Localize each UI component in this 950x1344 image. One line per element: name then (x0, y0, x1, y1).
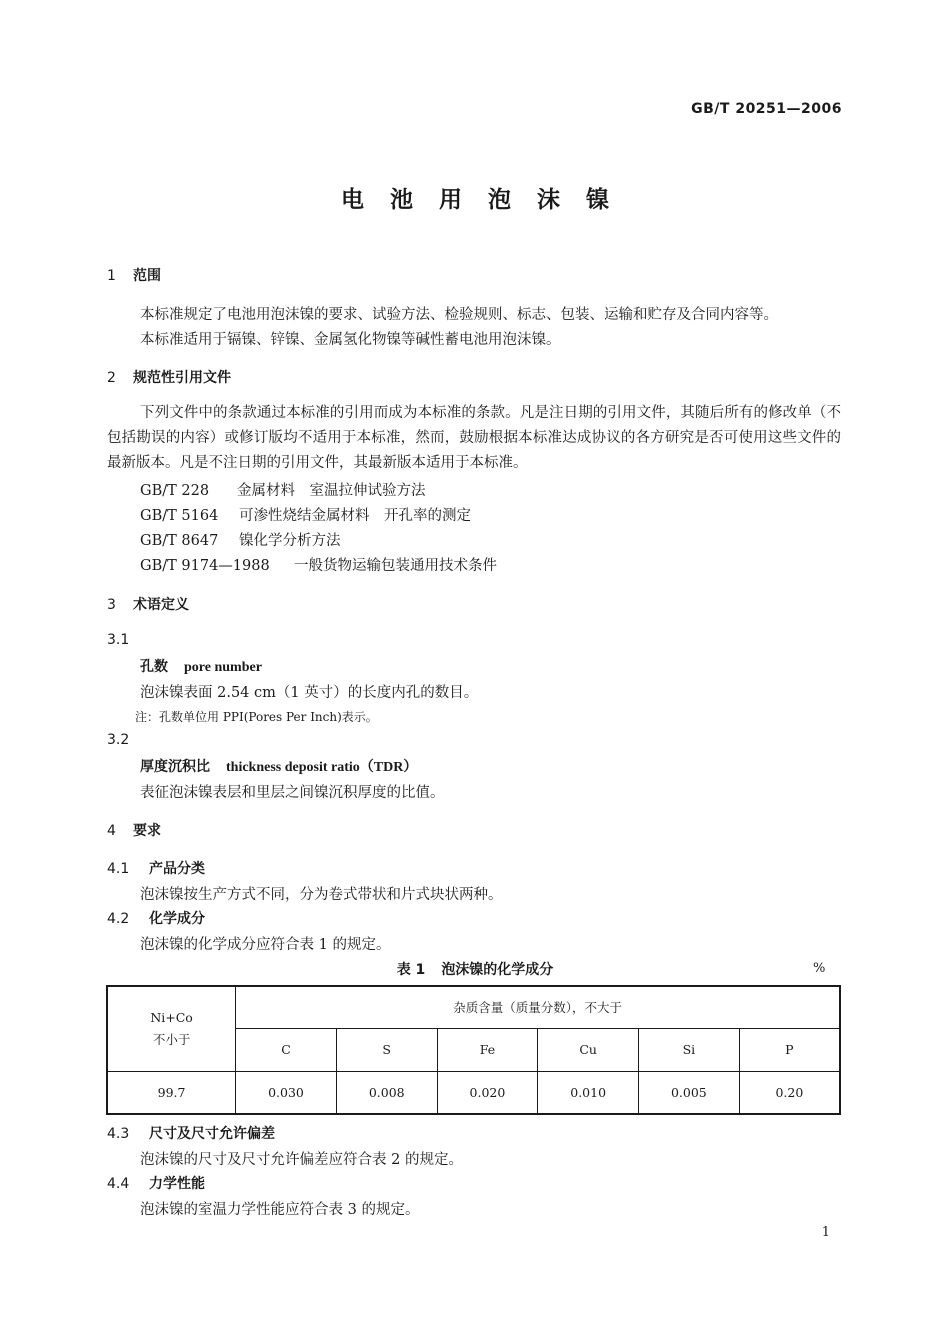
standard-number: GB/T 20251—2006 (691, 101, 842, 117)
table-cell: 0.005 (639, 1071, 740, 1114)
term-english: pore number (184, 660, 262, 675)
normative-reference (140, 479, 426, 500)
section-1-paragraph-1: 本标准规定了电池用泡沫镍的要求、试验方法、检验规则、标志、包装、运输和贮存及合同内容等。 (140, 307, 778, 323)
header-cell-element: S (336, 1028, 437, 1071)
reference-code: GB/T 8647 (140, 533, 219, 549)
term-chinese: 厚度沉积比 (140, 759, 210, 775)
subsection-title: 化学成分 (149, 911, 205, 927)
section-title: 规范性引用文件 (133, 370, 231, 386)
header-cell-element: Si (639, 1028, 740, 1071)
section-number: 3 (107, 597, 116, 613)
normative-reference (140, 554, 497, 575)
reference-title: 金属材料 室温拉伸试验方法 (237, 483, 426, 499)
table-title: 泡沫镍的化学成分 (441, 962, 554, 978)
header-cell-ni-co (107, 986, 236, 1071)
subsection-4-1-heading (107, 858, 205, 878)
table-cell: 0.010 (538, 1071, 639, 1114)
section-4-heading (107, 820, 161, 840)
header-cell-element: Fe (437, 1028, 538, 1071)
reference-code: GB/T 228 (140, 483, 210, 499)
section-title: 范围 (133, 268, 161, 284)
subsection-4-1-text: 泡沫镍按生产方式不同，分为卷式带状和片式块状两种。 (140, 887, 503, 903)
subsection-4-3-heading (107, 1123, 275, 1143)
subsection-number: 4.1 (107, 861, 130, 877)
term-english: thickness deposit ratio（TDR） (226, 760, 418, 775)
header-cell-element: C (236, 1028, 337, 1071)
section-number: 2 (107, 370, 116, 386)
reference-code: GB/T 9174—1988 (140, 558, 270, 574)
subsection-number: 4.2 (107, 911, 130, 927)
section-1-paragraph-2: 本标准适用于镉镍、锌镍、金属氢化物镍等碱性蓄电池用泡沫镍。 (140, 332, 561, 348)
page-number: 1 (821, 1225, 830, 1240)
table-row (107, 1071, 840, 1114)
term-number: 3.2 (107, 732, 130, 748)
section-title: 术语定义 (133, 597, 189, 613)
table-cell: 0.030 (236, 1071, 337, 1114)
subsection-number: 4.4 (107, 1176, 130, 1192)
subsection-number: 4.3 (107, 1126, 130, 1142)
subsection-title: 尺寸及尺寸允许偏差 (149, 1126, 275, 1142)
header-cell-element: Cu (538, 1028, 639, 1071)
section-number: 1 (107, 268, 116, 284)
table-cell: 0.008 (336, 1071, 437, 1114)
chemical-composition-table (106, 985, 841, 1115)
table-cell: 99.7 (107, 1071, 236, 1114)
term-chinese: 孔数 (140, 659, 168, 675)
header-line: 不小于 (152, 1031, 191, 1047)
section-title: 要求 (133, 823, 161, 839)
reference-code: GB/T 5164 (140, 508, 219, 524)
table-cell: 0.020 (437, 1071, 538, 1114)
table-header-row (107, 986, 840, 1028)
header-cell-element: P (739, 1028, 840, 1071)
term-3-2 (140, 756, 417, 776)
term-number: 3.1 (107, 632, 130, 648)
normative-reference (140, 504, 471, 525)
table-cell: 0.20 (739, 1071, 840, 1114)
header-line: Ni+Co (150, 1009, 193, 1025)
subsection-4-2-text: 泡沫镍的化学成分应符合表 1 的规定。 (140, 937, 391, 953)
reference-title: 一般货物运输包装通用技术条件 (294, 558, 497, 574)
header-cell-impurities: 杂质含量（质量分数），不大于 (236, 986, 840, 1028)
document-title: 电池用泡沫镍 (341, 187, 635, 213)
normative-reference (140, 529, 341, 550)
term-3-1-note: 注：孔数单位用 PPI(Pores Per Inch)表示。 (135, 710, 378, 724)
section-2-paragraph: 下列文件中的条款通过本标准的引用而成为本标准的条款。凡是注日期的引用文件，其随后所有的修改单（不包括勘误的内容）或修订版均不适用于本标准，然而，鼓励根据本标准达成协议的各方研究是否可使用这些文件的最新版本。凡是不注日期的引用文件，其最新版本适用于本标准。 (107, 405, 841, 471)
table-number: 表 1 (396, 962, 426, 978)
section-1-heading (107, 265, 161, 285)
term-3-1-definition: 泡沫镍表面 2.54 cm（1 英寸）的长度内孔的数目。 (140, 685, 479, 701)
term-3-1 (140, 656, 262, 676)
subsection-4-4-heading (107, 1173, 205, 1193)
term-3-2-definition: 表征泡沫镍表层和里层之间镍沉积厚度的比值。 (140, 785, 445, 801)
reference-title: 可渗性烧结金属材料 开孔率的测定 (239, 508, 471, 524)
reference-title: 镍化学分析方法 (239, 533, 341, 549)
subsection-4-4-text: 泡沫镍的室温力学性能应符合表 3 的规定。 (140, 1202, 420, 1218)
section-3-heading (107, 594, 189, 614)
section-2-heading (107, 367, 231, 387)
subsection-4-2-heading (107, 908, 205, 928)
table-unit: % (813, 961, 826, 976)
subsection-title: 力学性能 (149, 1176, 205, 1192)
subsection-4-3-text: 泡沫镍的尺寸及尺寸允许偏差应符合表 2 的规定。 (140, 1152, 463, 1168)
section-number: 4 (107, 823, 116, 839)
subsection-title: 产品分类 (149, 861, 205, 877)
table-1-caption (0, 959, 950, 979)
